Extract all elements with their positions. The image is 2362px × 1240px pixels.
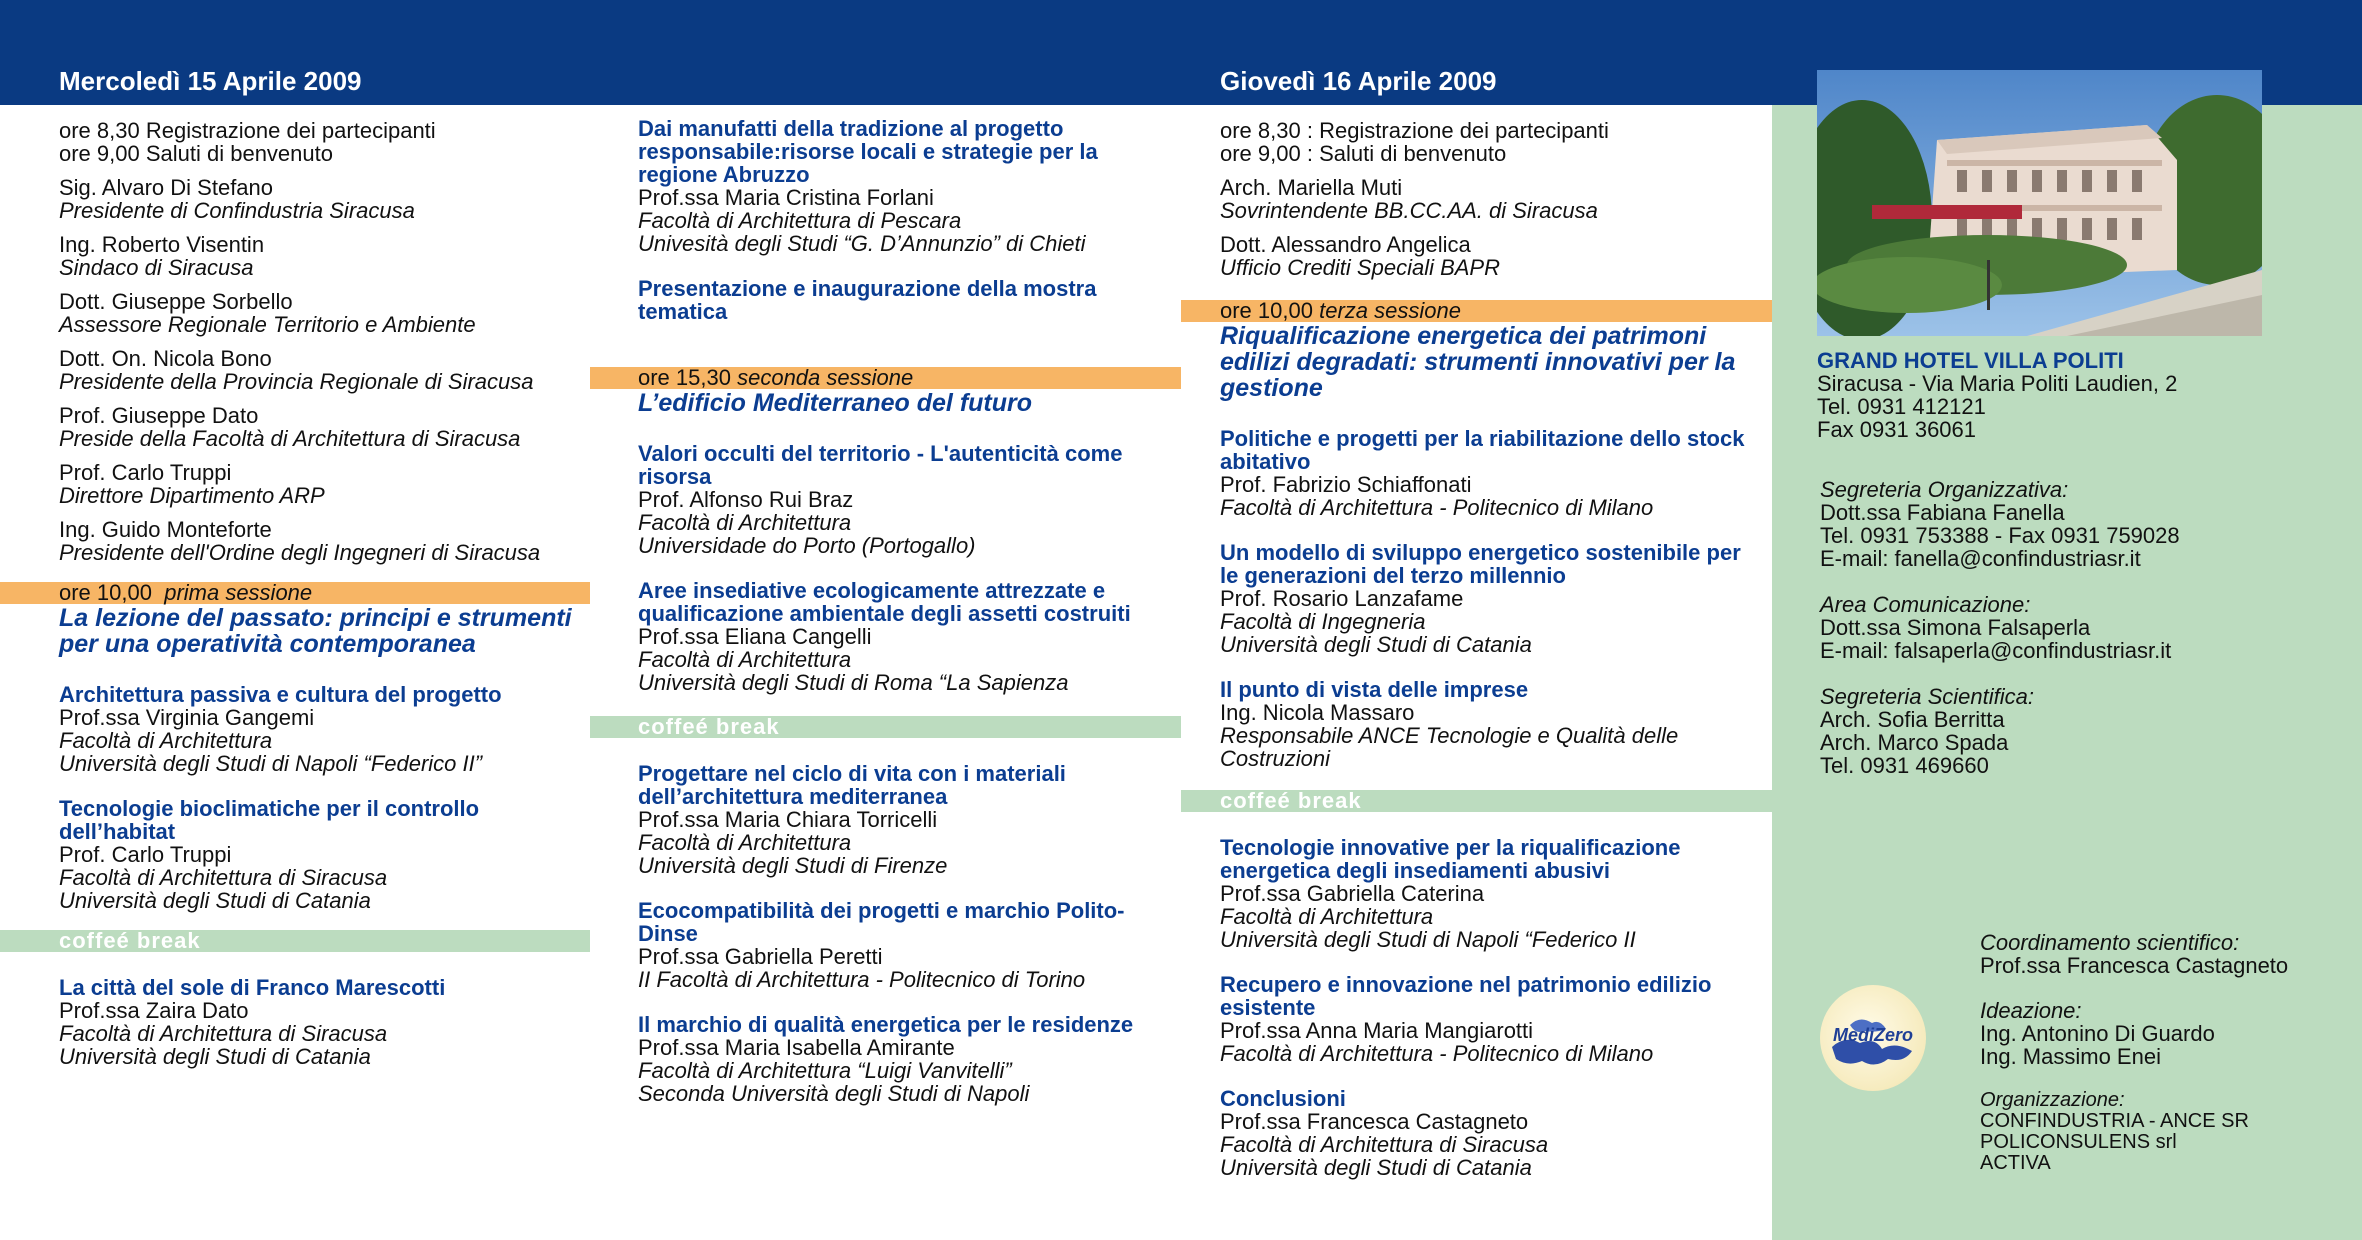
day2-date: Giovedì 16 Aprile 2009 xyxy=(1220,66,1497,96)
contact-item: Area Comunicazione: Dott.ssa Simona Falsaperla E-mail: falsaperla@confindustriasr.it xyxy=(1820,592,2172,663)
welcome-line: ore 9,00 Saluti di benvenuto xyxy=(59,141,333,166)
contact-item: Segreteria Scientifica: Arch. Sofia Berritta Arch. Marco Spada Tel. 0931 469660 xyxy=(1820,684,2034,778)
logo-text: MediZero xyxy=(1832,1025,1914,1045)
day1-date: Mercoledì 15 Aprile 2009 xyxy=(59,66,362,96)
coffee-break-label: coffeé break xyxy=(638,714,780,739)
session3-talks-after-break xyxy=(1220,836,1760,1190)
credits-block xyxy=(1980,931,2350,1174)
contact-item: Segreteria Organizzativa: Dott.ssa Fabiana Fanella Tel. 0931 753388 - Fax 0931 759028 E-mail: fanella@confindustriasr.it xyxy=(1820,477,2180,571)
session1-title: La lezione del passato: principi e strumenti per una operatività contemporanea xyxy=(59,604,572,658)
greeting-item: Prof. Giuseppe Dato Preside della Facoltà di Architettura di Siracusa xyxy=(59,403,521,451)
session1-block xyxy=(59,605,589,923)
greeting-item: Sig. Alvaro Di Stefano Presidente di Confindustria Siracusa xyxy=(59,175,415,223)
talk-item: Tecnologie innovative per la riqualificazione energetica degli insediamenti abusivi Prof.ssa Gabriella Caterina Facoltà di Architettura Università degli Studi di Napoli “Federico II xyxy=(1220,835,1681,952)
credit-item: Ideazione: Ing. Antonino Di Guardo Ing. Massimo Enei xyxy=(1980,998,2215,1069)
welcome-line: ore 9,00 : Saluti di benvenuto xyxy=(1220,141,1507,166)
talk-item: Un modello di sviluppo energetico sostenibile per le generazioni del terzo millennio Prof. Rosario Lanzafame Facoltà di Ingegneria Università degli Studi di Catania xyxy=(1220,540,1741,657)
contacts-block xyxy=(1820,478,2340,777)
session1-time: ore 10,00 prima sessione xyxy=(59,580,313,605)
greeting-item: Prof. Carlo Truppi Direttore Dipartimento ARP xyxy=(59,460,325,508)
column-day1-afternoon xyxy=(638,117,1178,323)
greeting-item: Dott. On. Nicola Bono Presidente della Provincia Regionale di Siracusa xyxy=(59,346,534,394)
session2-title: L’edificio Mediterraneo del futuro xyxy=(638,389,1033,417)
exhibition-presentation: Presentazione e inaugurazione della mostra tematica xyxy=(638,276,1097,324)
session2-block xyxy=(638,390,1178,705)
registration-line: ore 8,30 Registrazione dei partecipanti xyxy=(59,118,436,143)
session2-talks-after-break xyxy=(638,762,1178,1116)
hotel-photo xyxy=(1817,70,2262,336)
column-day1-morning xyxy=(59,119,589,575)
greeting-item: Dott. Giuseppe Sorbello Assessore Regionale Territorio e Ambiente xyxy=(59,289,476,337)
talk-item: La città del sole di Franco Marescotti Prof.ssa Zaira Dato Facoltà di Architettura di Siracusa Università degli Studi di Catania xyxy=(59,975,446,1069)
coffee-break-label: coffeé break xyxy=(1220,788,1362,813)
talk-item: Recupero e innovazione nel patrimonio edilizio esistente Prof.ssa Anna Maria Mangiarotti Facoltà di Architettura - Politecnico di Milano xyxy=(1220,972,1712,1066)
venue-tel: Tel. 0931 412121 xyxy=(1817,394,1986,419)
session3-time: ore 10,00 terza sessione xyxy=(1220,298,1461,323)
talk-item: Aree insediative ecologicamente attrezzate e qualificazione ambientale degli assetti costruiti Prof.ssa Eliana Cangelli Facoltà di Architettura Università degli Studi di Roma “La Sapienza xyxy=(638,578,1131,695)
venue-address: Siracusa - Via Maria Politi Laudien, 2 xyxy=(1817,371,2178,396)
greeting-item: Ing. Guido Monteforte Presidente dell'Ordine degli Ingegneri di Siracusa xyxy=(59,517,541,565)
session3-block xyxy=(1220,323,1760,781)
talk-item: Architettura passiva e cultura del progetto Prof.ssa Virginia Gangemi Facoltà di Architettura Università degli Studi di Napoli “Federico II” xyxy=(59,682,502,776)
greeting-item: Dott. Alessandro Angelica Ufficio Crediti Speciali BAPR xyxy=(1220,232,1500,280)
talk-item: Tecnologie bioclimatiche per il controllo dell’habitat Prof. Carlo Truppi Facoltà di Architettura di Siracusa Università degli Studi di Catania xyxy=(59,796,480,913)
registration-line: ore 8,30 : Registrazione dei partecipanti xyxy=(1220,118,1609,143)
conclusions-item: Conclusioni Prof.ssa Francesca Castagneto Facoltà di Architettura di Siracusa Università degli Studi di Catania xyxy=(1220,1086,1549,1180)
talk-item: Ecocompatibilità dei progetti e marchio Polito-Dinse Prof.ssa Gabriella Peretti II Facoltà di Architettura - Politecnico di Torino xyxy=(638,898,1125,992)
greeting-item: Ing. Roberto Visentin Sindaco di Siracusa xyxy=(59,232,265,280)
coffee-break-label: coffeé break xyxy=(59,928,201,953)
session3-title: Riqualificazione energetica dei patrimoni edilizi degradati: strumenti innovativi per la gestione xyxy=(1220,322,1736,402)
column-day2 xyxy=(1220,119,1760,290)
talk-item: Progettare nel ciclo di vita con i materiali dell’architettura mediterranea Prof.ssa Maria Chiara Torricelli Facoltà di Architettura Università degli Studi di Firenze xyxy=(638,761,1066,878)
venue-block xyxy=(1817,349,2337,441)
talk-item: Il punto di vista delle imprese Ing. Nicola Massaro Responsabile ANCE Tecnologie e Qualità delle Costruzioni xyxy=(1220,677,1679,771)
greeting-item: Arch. Mariella Muti Sovrintendente BB.CC.AA. di Siracusa xyxy=(1220,175,1598,223)
credit-item: Coordinamento scientifico: Prof.ssa Francesca Castagneto xyxy=(1980,930,2289,978)
medizero-logo xyxy=(1820,985,1926,1091)
session2-time: ore 15,30 seconda sessione xyxy=(638,365,914,390)
credit-item: Organizzazione: CONFINDUSTRIA - ANCE SR POLICONSULENS srl ACTIVA xyxy=(1980,1089,2249,1174)
venue-fax: Fax 0931 36061 xyxy=(1817,417,1977,442)
talk-item: Dai manufatti della tradizione al progetto responsabile:risorse locali e strategie per la regione Abruzzo Prof.ssa Maria Cristina Forlani Facoltà di Architettura di Pescara Univesità degli Studi “G. D’Annunzio” di Chieti xyxy=(638,116,1098,256)
talk-item: Valori occulti del territorio - L'autenticità come risorsa Prof. Alfonso Rui Braz Facoltà di Architettura Universidade do Porto (Portogallo) xyxy=(638,441,1123,558)
talk-item: Il marchio di qualità energetica per le residenze Prof.ssa Maria Isabella Amirante Facoltà di Architettura “Luigi Vanvitelli” Seconda Università degli Studi di Napoli xyxy=(638,1012,1134,1106)
talk-item: Politiche e progetti per la riabilitazione dello stock abitativo Prof. Fabrizio Schiaffonati Facoltà di Architettura - Politecnico di Milano xyxy=(1220,426,1745,520)
venue-name: GRAND HOTEL VILLA POLITI xyxy=(1817,348,2124,373)
